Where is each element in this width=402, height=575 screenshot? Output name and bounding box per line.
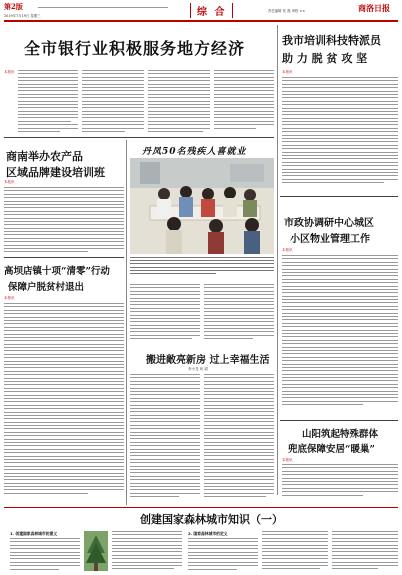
forest-photo-image	[84, 531, 108, 571]
right-low-headline-1: 山阳筑起特殊群体	[302, 429, 379, 440]
bottom-article-col2	[112, 531, 182, 571]
masthead-rule	[4, 20, 398, 22]
photo-caption	[130, 257, 274, 281]
right-mid-headline-2: 小区物业管理工作	[290, 234, 370, 245]
main-article-bottom-rule	[4, 137, 274, 138]
right-top-article-body	[282, 77, 398, 189]
center-sub-headline: 搬进敞亮新房 过上幸福生活	[146, 355, 270, 366]
workshop-photo-image	[130, 158, 274, 254]
right-column-divider	[277, 25, 278, 495]
main-article-body-col1	[18, 70, 78, 135]
right-mid-bottom-rule	[280, 420, 398, 421]
main-article-body-col4	[214, 70, 274, 135]
editor-line: 责任编辑 张 磊 审校 ××	[268, 9, 306, 13]
forest-photo	[84, 531, 108, 571]
right-low-byline: 本报讯	[282, 458, 293, 462]
left-mid-headline-1: 商南举办农产品	[6, 150, 83, 163]
center-article-body-col2	[204, 284, 274, 344]
main-headline: 全市银行业积极服务地方经济	[24, 39, 246, 58]
bottom-article-col4	[262, 531, 328, 571]
left-low-byline: 本报讯	[4, 296, 15, 300]
bottom-headline: 创建国家森林城市知识（一）	[140, 513, 283, 526]
center-sub-body-col1	[130, 374, 200, 502]
right-mid-byline: 本报讯	[282, 248, 293, 252]
workshop-photo	[130, 158, 274, 254]
left-mid-bottom-rule	[4, 257, 124, 258]
left-mid-headline-2: 区域品牌建设培训班	[6, 166, 105, 179]
right-top-headline-2: 助 力 脱 贫 攻 坚	[282, 52, 368, 65]
center-sub-body-col2	[204, 374, 274, 502]
masthead-index-bar	[38, 5, 168, 9]
right-top-headline-1: 我市培训科技特派员	[282, 34, 381, 47]
bottom-article-col5	[332, 531, 398, 571]
page-label: 第2版	[4, 2, 23, 11]
main-article-body-col3	[148, 70, 210, 135]
paper-name: 商洛日报	[358, 3, 390, 13]
masthead	[0, 0, 402, 22]
main-byline: 本报讯	[4, 70, 15, 74]
section-title: 综 合	[190, 3, 233, 18]
right-low-headline-2: 兜底保障安居“暖巢”	[288, 444, 375, 455]
bottom-article-col3	[188, 538, 258, 572]
bottom-article-col1	[10, 538, 80, 572]
date-line: 2019年7月19日 星期三	[4, 14, 41, 18]
left-column-divider	[126, 140, 127, 505]
photo-feature-title: 丹凤50名残疾人喜就业	[142, 147, 247, 157]
main-article-body-col2	[82, 70, 144, 135]
right-mid-article-body	[282, 255, 398, 415]
bottom-question-2: 2. 国家森林城市的定义	[188, 531, 228, 536]
center-article-body-col1	[130, 284, 200, 344]
left-low-headline-2: 保障户脱贫村退出	[8, 282, 85, 293]
left-low-headline-1: 高坝店镇十项“清零”行动	[4, 266, 110, 277]
bottom-question-1: 1. 创建国家森林城市的意义	[10, 531, 58, 536]
left-mid-article-body	[4, 187, 124, 255]
center-sub-byline: 李小龙 何 娟	[188, 367, 208, 371]
right-top-byline: 本报讯	[282, 70, 293, 74]
left-low-article-body	[4, 303, 124, 503]
right-low-article-body	[282, 464, 398, 504]
bottom-section-rule	[4, 507, 398, 508]
left-mid-byline: 本报讯	[4, 180, 15, 184]
right-top-bottom-rule	[280, 196, 398, 197]
right-mid-headline-1: 市政协调研中心城区	[284, 218, 374, 229]
